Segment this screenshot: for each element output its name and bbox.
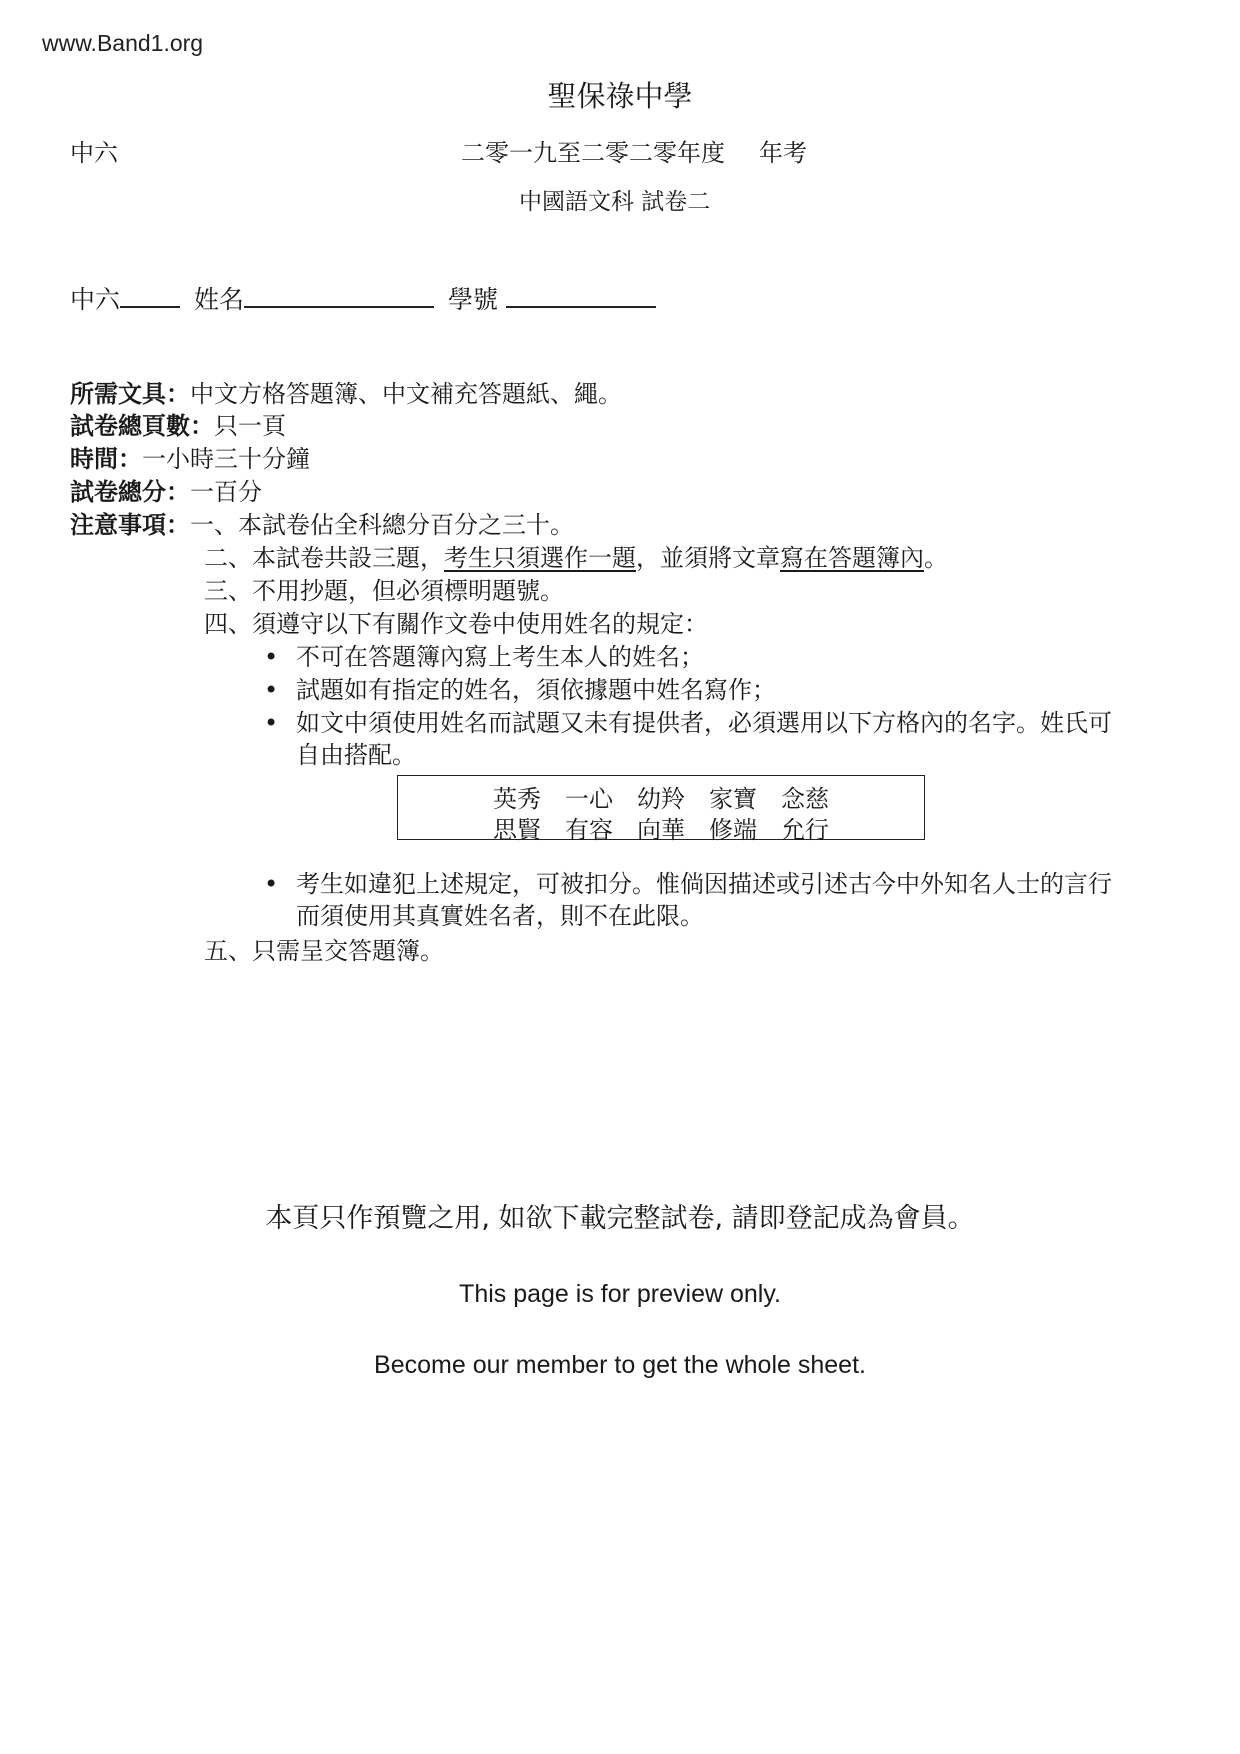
note-2-part-c: ，並須將文章 [636,544,780,572]
note-2-part-a: 二、本試卷共設三題， [204,544,444,572]
time-value: 一小時三十分鐘 [142,445,310,473]
student-number-label: 學號 [448,285,499,314]
bullet-dot: • [264,676,279,704]
time-row [70,439,310,474]
note-3: 三、不用抄題，但必須標明題號。 [204,577,564,605]
allowed-name: 一心 [565,785,613,813]
bullet-dot: • [264,870,279,898]
materials-label: 所需文具： [70,380,190,408]
student-info-line [70,280,656,316]
school-name: 聖保祿中學 [547,79,693,113]
name-label: 姓名 [194,285,245,314]
exam-type: 年考 [759,139,807,167]
note-4: 四、須遵守以下有關作文卷中使用姓名的規定： [204,610,708,638]
bullet-1-text: 不可在答題簿內寫上考生本人的姓名； [296,643,704,671]
bullet-dot: • [264,709,279,737]
class-blank [120,282,180,308]
note-5: 五、只需呈交答題簿。 [204,937,444,965]
marks-row [70,472,262,507]
note-2 [204,538,948,573]
site-url[interactable]: www.Band1.org [42,30,204,56]
marks-value: 一百分 [190,478,262,506]
class-label: 中六 [70,285,121,314]
pages-value: 只一頁 [214,412,286,440]
allowed-name: 思賢 [493,816,541,844]
allowed-name: 向華 [637,816,685,844]
bullet-3 [264,703,1112,738]
form-level: 中六 [70,139,118,167]
preview-notice-chinese: 本頁只作預覽之用, 如欲下載完整試卷, 請即登記成為會員。 [265,1203,975,1234]
marks-label: 試卷總分： [70,478,190,506]
note-2-underline-a: 考生只須選作一題 [444,544,636,572]
bullet-dot: • [264,643,279,671]
preview-notice-english-2: Become our member to get the whole sheet. [374,1351,866,1379]
allowed-name: 英秀 [493,785,541,813]
bullet-4-text: 考生如違犯上述規定，可被扣分。惟倘因描述或引述古今中外知名人士的言行 [296,870,1112,898]
name-blank [244,282,434,308]
pages-row [70,406,286,441]
preview-notice-english-1: This page is for preview only. [459,1280,781,1308]
materials-value: 中文方格答題簿、中文補充答題紙、繩。 [190,380,622,408]
bullet-2 [264,670,776,705]
notes-label: 注意事項： [70,511,190,539]
allowed-name: 修端 [709,816,757,844]
exam-year-line [461,133,807,168]
student-number-blank [506,282,656,308]
pages-label: 試卷總頁數： [70,412,214,440]
allowed-name: 有容 [565,816,613,844]
notes-row-1 [70,505,574,540]
allowed-names-box [397,775,925,844]
bullet-2-text: 試題如有指定的姓名，須依據題中姓名寫作； [296,676,776,704]
allowed-name: 允行 [781,816,829,844]
bullet-3-text: 如文中須使用姓名而試題又未有提供者，必須選用以下方格內的名字。姓氏可 [296,709,1112,737]
bullet-4 [264,864,1112,899]
time-label: 時間： [70,445,142,473]
allowed-name: 念慈 [781,785,829,813]
note-1: 一、本試卷佔全科總分百分之三十。 [190,511,574,539]
allowed-name: 幼羚 [637,785,685,813]
bullet-3-continuation: 自由搭配。 [296,741,416,769]
academic-year: 二零一九至二零二零年度 [461,139,725,167]
note-2-underline-b: 寫在答題簿內 [780,544,924,572]
allowed-name: 家寶 [709,785,757,813]
names-row-1 [398,779,924,814]
materials-row [70,374,622,409]
subject-title: 中國語文科 試卷二 [519,189,711,215]
bullet-1 [264,637,704,672]
names-row-2 [398,810,924,845]
note-2-part-e: 。 [924,544,948,572]
bullet-4-continuation: 而須使用其真實姓名者，則不在此限。 [296,902,704,930]
